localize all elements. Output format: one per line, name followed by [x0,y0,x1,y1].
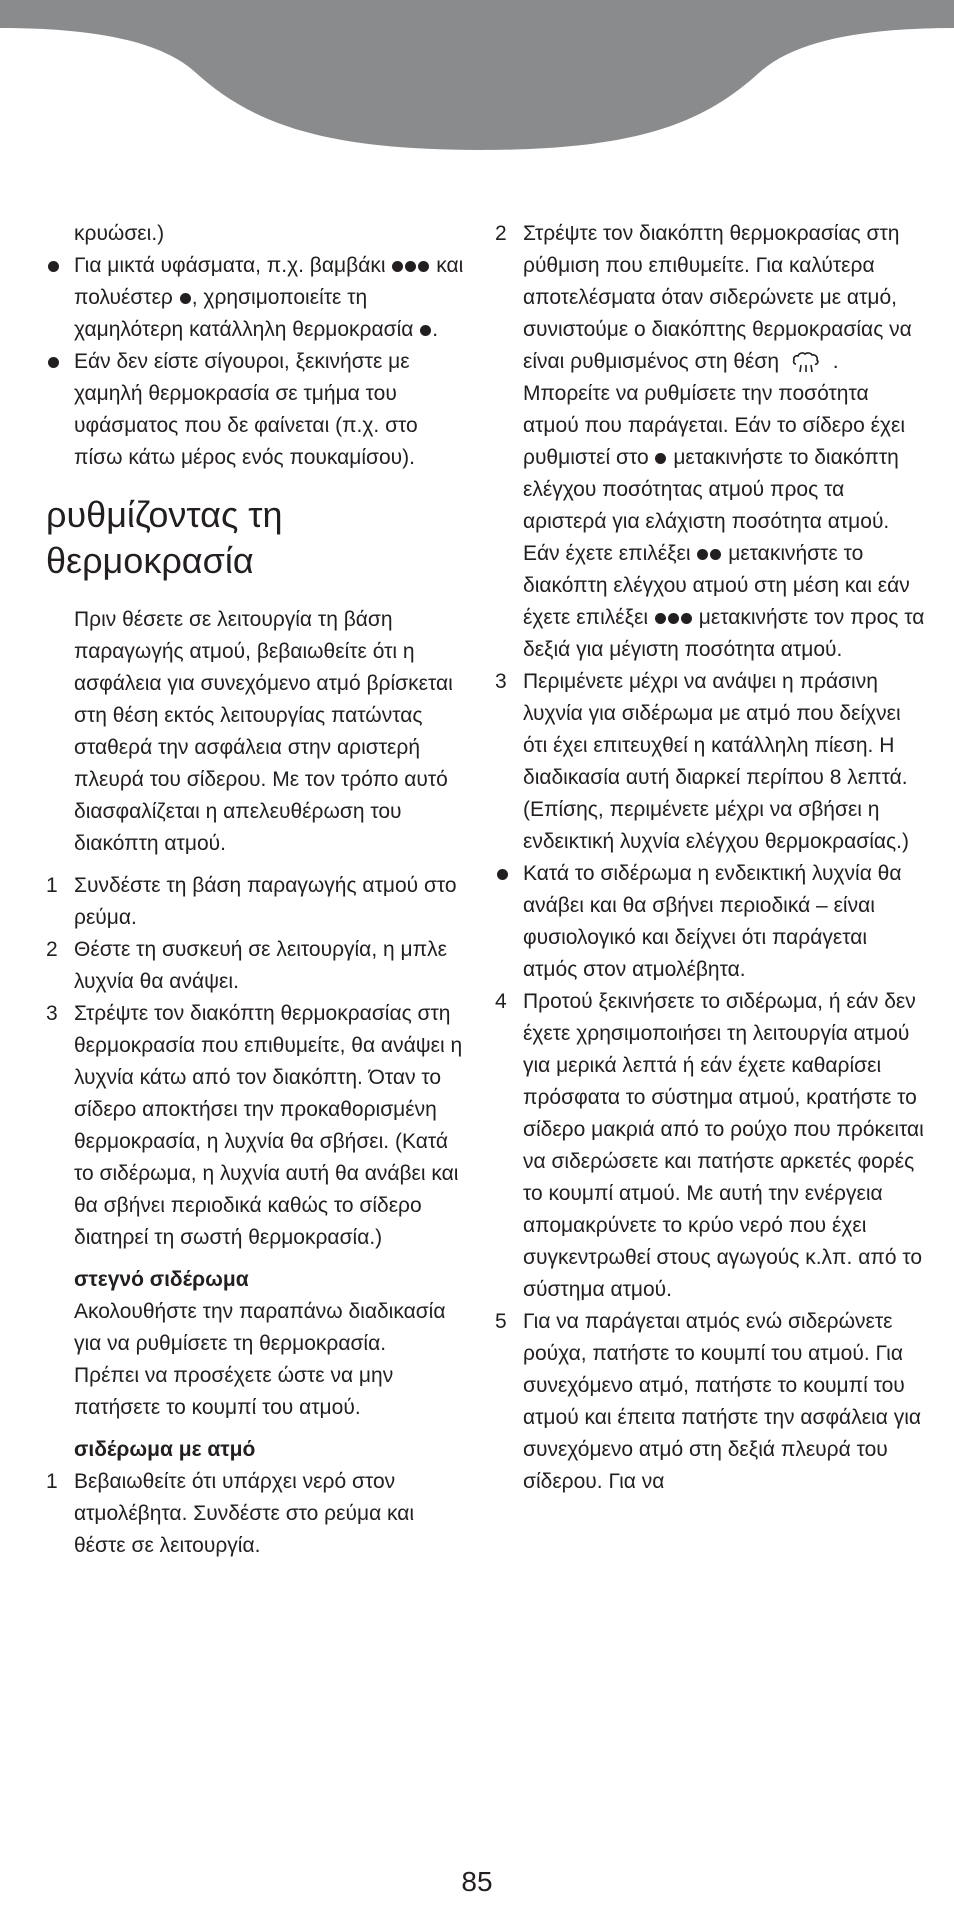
bullet-mixed-fabrics: Για μικτά υφάσματα, π.χ. βαμβάκι και πολυέστερ , χρησιμοποιείτε τη χαμηλότερη κατάλληλη θερμοκρασία . [46,250,466,346]
step-text: Στρέψτε τον διακόπτη θερμοκρασίας στη θερμοκρασία που επιθυμείτε, θα ανάψει η λυχνία κάτω από τον διακόπτη. Όταν το σίδερο αποκτήσει την προκαθορισμένη θερμοκρασία, η λυχνία θα σβήσει. (Κατά το σιδέρωμα, η λυχνία αυτή θα ανάβει και θα σβήνει περιοδικά καθώς το σίδερο διατηρεί τη σωστή θερμοκρασία.) [74,1002,463,1249]
step-item [46,870,466,934]
section-heading: ρυθμίζοντας τη θερμοκρασία [46,494,283,581]
temperature-dot-icon [419,318,432,341]
header-decoration [0,0,954,160]
step-item [495,1306,925,1498]
step-item [46,1466,466,1562]
intro-paragraph: Πριν θέσετε σε λειτουργία τη βάση παραγωγής ατμού, βεβαιωθείτε ότι η ασφάλεια για συνεχόμενο ατμό βρίσκεται στη θέση εκτός λειτουργίας πατώντας σταθερά την ασφάλεια στην αριστερή πλευρά του σίδερου. Με τον τρόπο αυτό διασφαλίζεται η απελευθέρωση του διακόπτη ατμού. [74,608,453,855]
temperature-dot-icon [391,254,430,277]
step-text: Θέστε τη συσκευή σε λειτουργία, η μπλε λυχνία θα ανάψει. [74,938,447,993]
bullet-unsure: Εάν δεν είστε σίγουροι, ξεκινήστε με χαμηλή θερμοκρασία σε τμήμα του υφάσματος που δε φαίνεται (π.χ. στο πίσω κάτω μέρος ενός πουκαμίσου). [46,346,466,474]
right-column [495,218,925,1498]
paragraph-continuation: κρυώσει.) [74,222,165,245]
temperature-dot-icon [654,606,693,629]
page-number: 85 [461,1866,493,1897]
steam-ironing-heading: σιδέρωμα με ατμό [74,1438,256,1461]
step-text: Για να παράγεται ατμός ενώ σιδερώνετε ρούχα, πατήστε το κουμπί του ατμού. Για συνεχόμενο ατμό, πατήστε το κουμπί του ατμού και έπειτα πατήστε την ασφάλεια για συνεχόμενο ατμό στη δεξιά πλευρά του σίδερου. Για να [523,1310,922,1493]
step-number: 1 [46,874,58,897]
temperature-dot-icon [696,542,722,565]
step-text: Συνδέστε τη βάση παραγωγής ατμού στο ρεύμα. [74,874,457,929]
bullet-indicator-light: Κατά το σιδέρωμα η ενδεικτική λυχνία θα ανάβει και θα σβήνει περιοδικά – είναι φυσιολογικό και δείχνει ότι παράγεται ατμός στον ατμολέβητα. [495,858,925,986]
step-number: 2 [46,938,58,961]
step-number: 5 [495,1310,507,1333]
step-item [46,934,466,998]
step-item [495,666,925,858]
step-number: 3 [46,1002,58,1025]
step-text: Βεβαιωθείτε ότι υπάρχει νερό στον ατμολέβητα. Συνδέστε στο ρεύμα και θέστε σε λειτουργία. [74,1470,415,1557]
temperature-dot-icon [179,286,192,309]
step-item [46,998,466,1254]
dry-ironing-text: Ακολουθήστε την παραπάνω διαδικασία για να ρυθμίσετε τη θερμοκρασία. [74,1300,446,1355]
step-item [495,986,925,1306]
step-text: Προτού ξεκινήσετε το σιδέρωμα, ή εάν δεν έχετε χρησιμοποιήσει τη λειτουργία ατμού για μερικά λεπτά ή εάν έχετε καθαρίσει πρόσφατα το σύστημα ατμού, κρατήστε το σίδερο μακριά από το ρούχο που πρόκειται να σιδερώσετε και πατήστε αρκετές φορές το κουμπί ατμού. Με αυτή την ενέργεια απομακρύνετε το κρύο νερό που έχει συγκεντρωθεί στους αγωγούς κ.λπ. από το σύστημα ατμού. [523,990,924,1301]
temperature-dot-icon [654,446,667,469]
step-number: 3 [495,670,507,693]
dry-ironing-note: Πρέπει να προσέχετε ώστε να μην πατήσετε το κουμπί του ατμού. [74,1364,394,1419]
step-item: 2 Στρέψτε τον διακόπτη θερμοκρασίας στη ρύθμιση που επιθυμείτε. Για καλύτερα αποτελέσματα όταν σιδερώνετε με ατμό, συνιστούμε ο διακόπτης θερμοκρασίας να είναι ρυθμισμένος στη θέση . Μπορείτε να ρυθμίσετε την ποσότητα ατμού που παράγεται. Εάν το σίδερο έχει ρυθμιστεί στο μετακινήστε το διακόπτη ελέγχου ποσότητας ατμού προς τα αριστερά για ελάχιστη ποσότητα ατμού. Εάν έχετε επιλέξει μετακινήστε το διακόπτη ελέγχου ατμού στη μέση και εάν έχετε επιλέξει μετακινήστε τον προς τα δεξιά για μέγιστη ποσότητα ατμού. [495,218,925,666]
step-number: 1 [46,1470,58,1493]
steam-setting-icon [791,350,821,374]
step-number: 4 [495,990,507,1013]
dry-ironing-heading: στεγνό σιδέρωμα [74,1268,249,1291]
left-column [46,218,466,1562]
step-text: Περιμένετε μέχρι να ανάψει η πράσινη λυχνία για σιδέρωμα με ατμό που δείχνει ότι έχει επιτευχθεί η κατάλληλη πίεση. Η διαδικασία αυτή διαρκεί περίπου 8 λεπτά. (Επίσης, περιμένετε μέχρι να σβήσει η ενδεικτική λυχνία ελέγχου θερμοκρασίας.) [523,670,909,853]
step-number: 2 [495,222,507,245]
